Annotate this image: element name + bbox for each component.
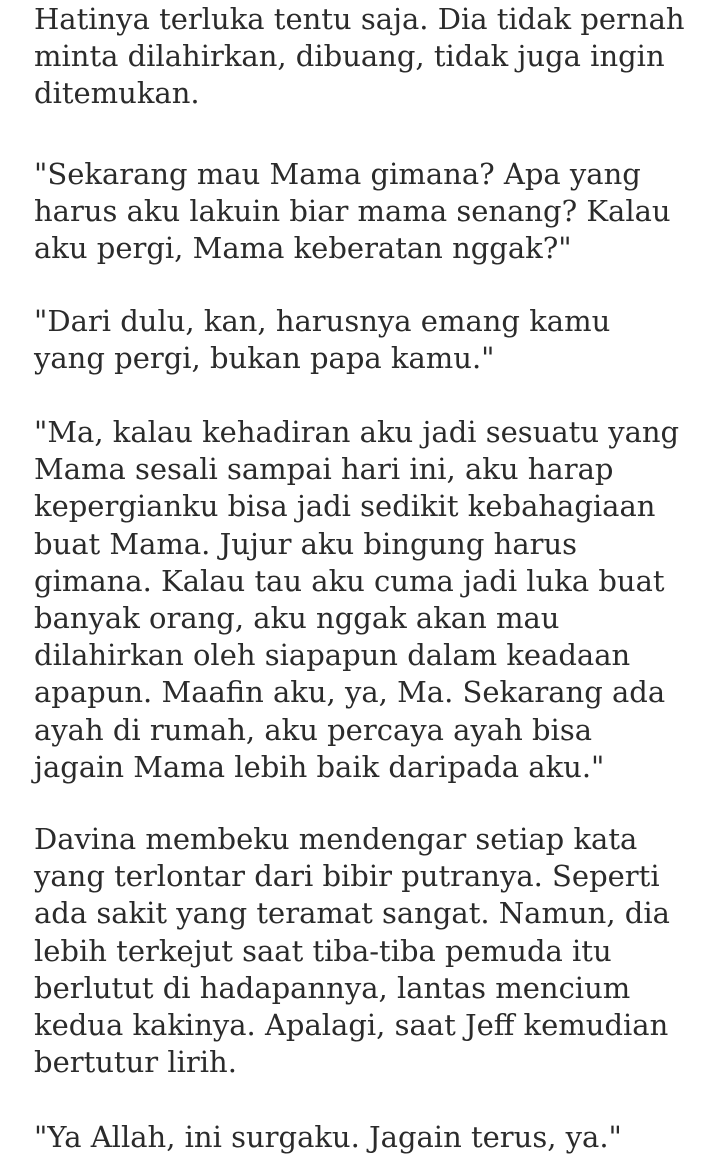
text-line: gimana. Kalau tau aku cuma jadi luka buat bbox=[34, 563, 665, 598]
text-line: Davina membeku mendengar setiap kata bbox=[34, 822, 638, 856]
text-line: ayah di rumah, aku percaya ayah bisa bbox=[34, 712, 592, 747]
paragraph-5 bbox=[34, 821, 670, 1081]
text-line: "Dari dulu, kan, harusnya emang kamu bbox=[34, 304, 611, 338]
text-line: berlutut di hadapannya, lantas mencium bbox=[34, 970, 631, 1005]
text-line: yang pergi, bukan papa kamu." bbox=[34, 341, 495, 376]
text-line: Mama sesali sampai hari ini, aku harap bbox=[34, 452, 614, 487]
paragraph-6 bbox=[34, 1119, 622, 1156]
text-line: banyak orang, aku nggak akan mau bbox=[34, 601, 560, 636]
text-line: aku pergi, Mama keberatan nggak?" bbox=[34, 231, 572, 266]
text-line: jagain Mama lebih baik daripada aku." bbox=[34, 749, 605, 784]
text-line: "Ma, kalau kehadiran aku jadi sesuatu yang bbox=[34, 415, 680, 449]
text-line: kepergianku bisa jadi sedikit kebahagiaan bbox=[34, 489, 656, 524]
text-line: lebih terkejut saat tiba-tiba pemuda itu bbox=[34, 933, 612, 968]
text-line: "Sekarang mau Mama gimana? Apa yang bbox=[34, 157, 641, 191]
text-line: yang terlontar dari bibir putranya. Seperti bbox=[34, 859, 660, 894]
text-line: dilahirkan oleh siapapun dalam keadaan bbox=[34, 638, 631, 673]
text-line: ada sakit yang teramat sangat. Namun, dia bbox=[34, 896, 670, 931]
paragraph-2 bbox=[34, 156, 671, 268]
text-line: apapun. Maafin aku, ya, Ma. Sekarang ada bbox=[34, 675, 666, 710]
text-line: bertutur lirih. bbox=[34, 1045, 237, 1080]
text-line: harus aku lakuin biar mama senang? Kalau bbox=[34, 194, 671, 229]
paragraph-1 bbox=[34, 1, 685, 113]
paragraph-4 bbox=[34, 414, 679, 786]
text-line: ditemukan. bbox=[34, 76, 200, 111]
text-line: buat Mama. Jujur aku bingung harus bbox=[34, 526, 578, 561]
text-line: kedua kakinya. Apalagi, saat Jeff kemudian bbox=[34, 1008, 669, 1043]
text-line: Hatinya terluka tentu saja. Dia tidak pernah bbox=[34, 2, 685, 36]
text-line: "Ya Allah, ini surgaku. Jagain terus, ya." bbox=[34, 1120, 622, 1154]
paragraph-3 bbox=[34, 303, 610, 377]
text-line: minta dilahirkan, dibuang, tidak juga ingin bbox=[34, 39, 665, 74]
